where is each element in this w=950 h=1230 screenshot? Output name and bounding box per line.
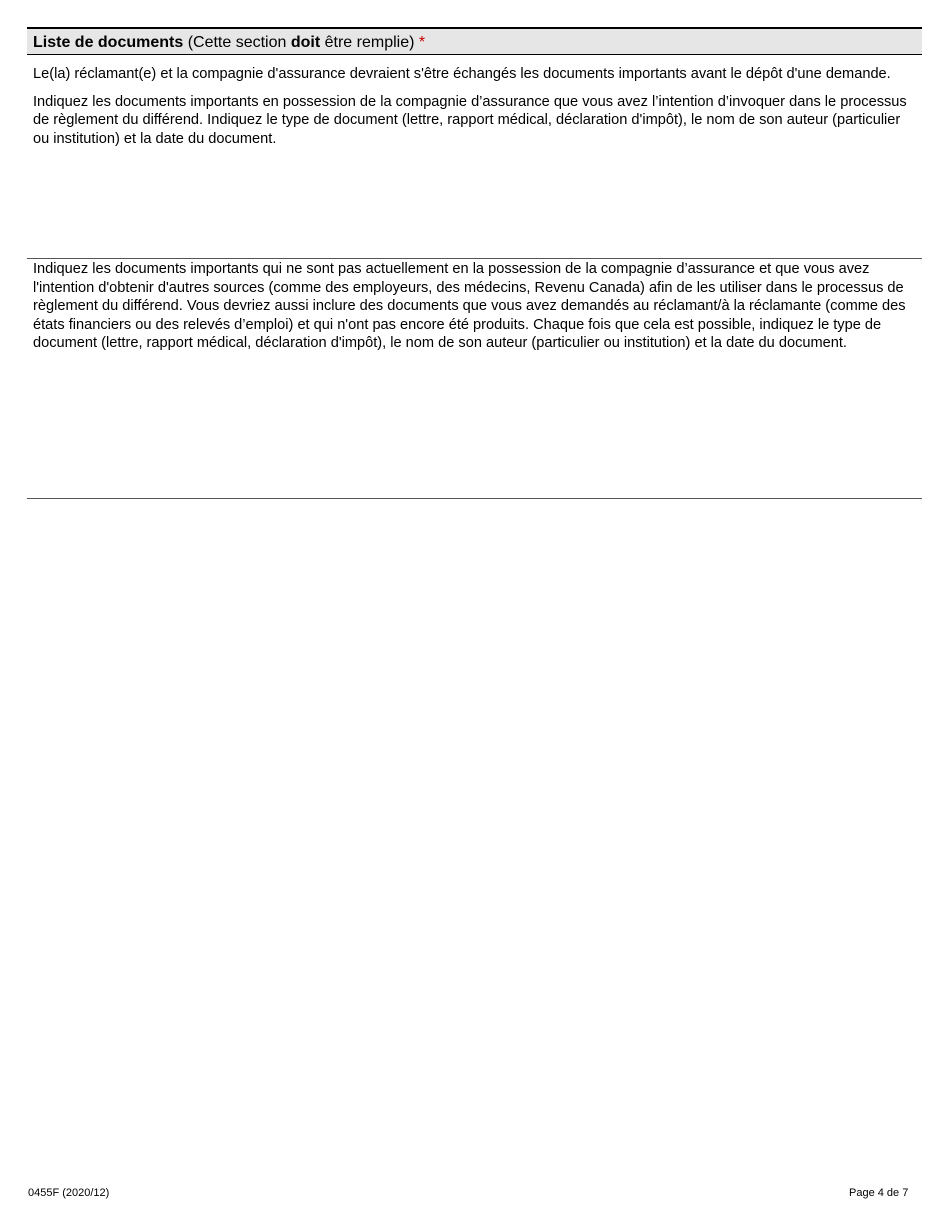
in-possession-documents-field[interactable] <box>27 148 922 259</box>
not-in-possession-documents-field[interactable] <box>27 353 922 499</box>
page-number: Page 4 de 7 <box>849 1187 909 1199</box>
section-title-after: être remplie) <box>320 34 419 51</box>
section-header <box>27 27 922 55</box>
section-title-emphasis: doit <box>290 34 321 51</box>
intro-paragraph: Le(la) réclamant(e) et la compagnie d'assurance devraient s'être échangés les documents importants avant le dépôt d'une demande. <box>33 66 891 82</box>
not-in-possession-instructions: Indiquez les documents importants qui ne sont pas actuellement en la possession de la compagnie d’assurance et que vous avez l'intention d'obtenir d'autres sources (comme des employeurs, des médecins, Revenu Canada) afin de les utiliser dans le processus de règlement du différend. Vous devriez aussi inclure des documents que vous avez demandés au réclamant/à la réclamante (comme des états financiers ou des relevés d’emploi) et qui n'ont pas encore été produits. Chaque fois que cela est possible, indiquez le type de document (lettre, rapport médical, déclaration d'impôt), le nom de son auteur (particulier ou institution) et la date du document. <box>33 261 906 351</box>
section-title-before: (Cette section <box>183 34 291 51</box>
form-code: 0455F (2020/12) <box>28 1187 110 1199</box>
section-title: Liste de documents <box>33 34 184 51</box>
required-marker: * <box>418 34 426 51</box>
in-possession-instructions: Indiquez les documents importants en possession de la compagnie d’assurance que vous avez l’intention d’invoquer dans le processus de règlement du différend. Indiquez le type de document (lettre, rapport médical, déclaration d'impôt), le nom de son auteur (particulier ou institution) et la date du document. <box>33 93 907 147</box>
document-list-section <box>27 27 922 499</box>
